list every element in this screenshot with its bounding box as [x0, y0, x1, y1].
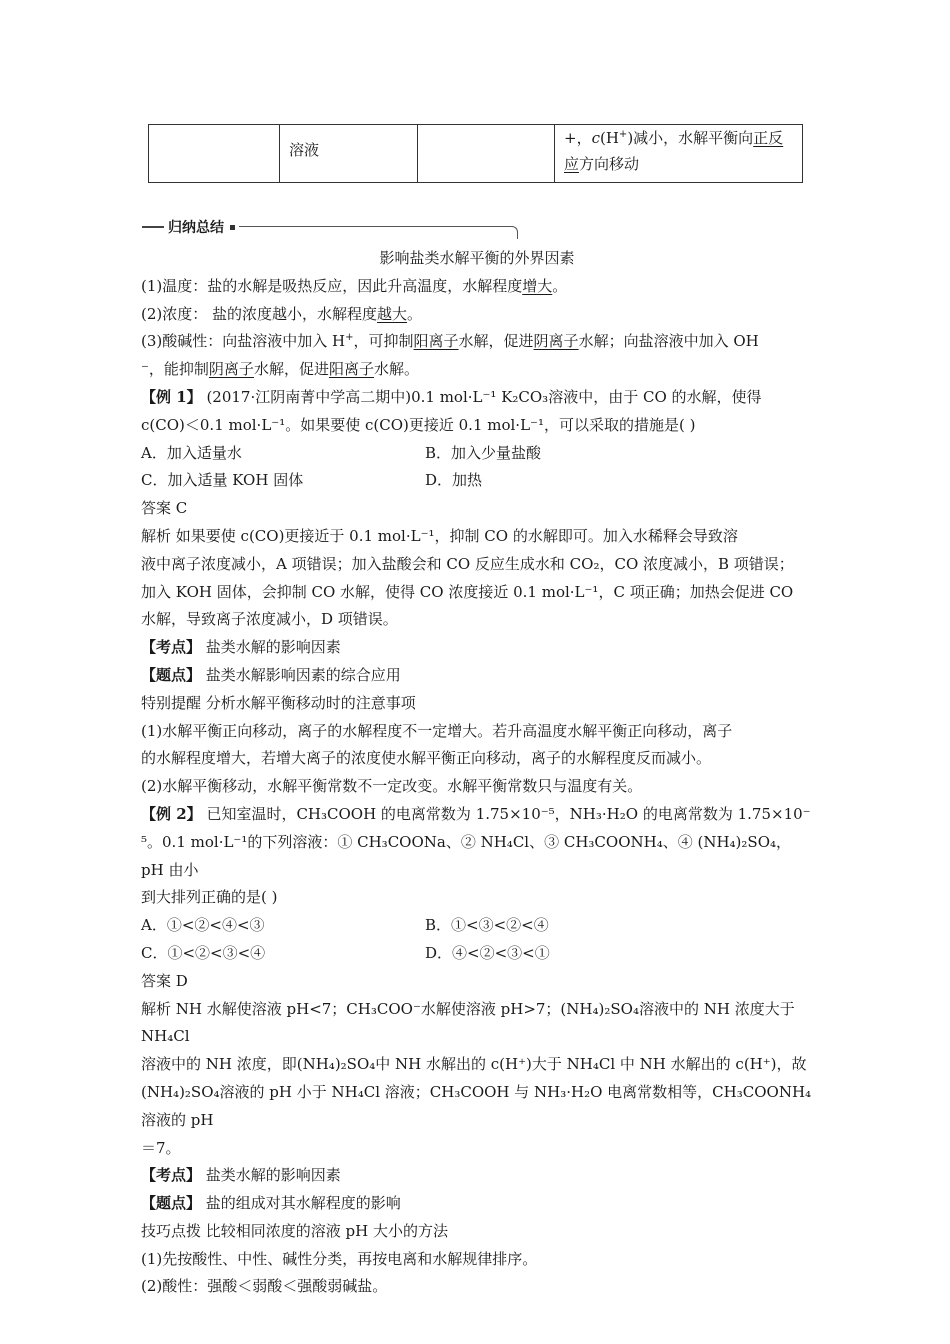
text: 盐的组成对其水解程度的影响 — [201, 1194, 401, 1213]
example2-options-row2 — [141, 940, 813, 968]
example-tag: 【例 1】 — [141, 387, 202, 406]
cell-text: (H — [599, 129, 619, 147]
tip2-title: 技巧点拨 比较相同浓度的溶液 pH 大小的方法 — [141, 1221, 448, 1240]
table-cell-solution — [280, 125, 418, 183]
factor-concentration — [141, 301, 813, 329]
table-cell-empty — [418, 125, 555, 183]
text: (3)酸碱性：向盐溶液中加入 H — [141, 332, 346, 351]
summary-box-header — [142, 216, 518, 236]
option-c: C．加入适量 KOH 固体 — [141, 471, 304, 490]
summary-box-label — [142, 217, 239, 237]
cell-text: 方向移动 — [579, 155, 640, 173]
example1-answer: 答案 C — [141, 499, 188, 518]
underlined-answer: 应 — [564, 155, 580, 173]
text: 水解，促进 — [458, 332, 534, 351]
kaodian-tag: 【考点】 — [141, 1166, 202, 1185]
dash-decoration — [142, 226, 164, 228]
factor-acidity — [141, 328, 813, 384]
text: 水解。 — [373, 360, 419, 379]
cell-text: + — [618, 129, 628, 140]
option-d: D．④<②<③<① — [425, 943, 550, 962]
option-b: B．加入少量盐酸 — [425, 443, 542, 462]
text: (2017·江阴南菁中学高二期中)0.1 mol·L⁻¹ K₂CO₃溶液中，由于 CO 的水解，使得 — [201, 387, 762, 406]
example2-answer: 答案 D — [141, 971, 188, 990]
table-cell-empty — [149, 125, 280, 183]
cell-text: 溶液 — [289, 141, 320, 159]
example2-options-row1 — [141, 912, 813, 940]
tip1-title: 特别提醒 分析水解平衡移动时的注意事项 — [141, 693, 416, 712]
text: 。 — [407, 304, 423, 323]
option-a: A．加入适量水 — [141, 443, 242, 462]
example-tag: 【例 2】 — [141, 804, 202, 823]
example1-analysis: 解析 如果要使 c(CO)更接近于 0.1 mol·L⁻¹，抑制 CO 的水解即可。加入水稀释会导致溶 — [141, 526, 738, 545]
text: 盐类水解的影响因素 — [201, 638, 341, 657]
example1-analysis: 水解，导致离子浓度减小，D 项错误。 — [141, 610, 398, 629]
text: ⁻，能抑制 — [141, 360, 209, 379]
factor-temperature — [141, 273, 813, 301]
table-row — [149, 125, 803, 183]
example1-tidian — [141, 662, 813, 690]
table-cell-effect — [555, 125, 803, 183]
cell-text: c — [591, 129, 600, 147]
underlined-answer: 阳离子 — [413, 332, 459, 351]
cell-text: +， — [564, 129, 592, 147]
square-bullet-icon — [230, 225, 235, 230]
example2-question-cont: 到大排列正确的是( ) — [141, 888, 278, 907]
text: + — [345, 332, 354, 344]
tip2-line: (1)先按酸性、中性、碱性分类，再按电离和水解规律排序。 — [141, 1249, 538, 1268]
example2-tidian — [141, 1190, 813, 1218]
example2-kaodian — [141, 1162, 813, 1190]
text: 已知室温时，CH₃COOH 的电离常数为 1.75×10⁻⁵，NH₃·H₂O 的电离常数为 1.75×10⁻ — [201, 804, 811, 823]
tidian-tag: 【题点】 — [141, 1194, 202, 1213]
underlined-answer: 阴离子 — [533, 332, 579, 351]
text: (2)浓度： 盐的浓度越小，水解程度 — [141, 304, 378, 323]
tip2-line: (2)酸性：强酸＜弱酸＜强酸弱碱盐。 — [141, 1277, 388, 1296]
example1-question — [141, 384, 813, 412]
example1-kaodian — [141, 634, 813, 662]
example1-analysis: 加入 KOH 固体，会抑制 CO 水解，使得 CO 浓度接近 0.1 mol·L⁻¹，C 项正确；加热会促进 CO — [141, 582, 794, 601]
text: 盐类水解影响因素的综合应用 — [201, 665, 401, 684]
example2-analysis: ＝7。 — [141, 1138, 181, 1157]
underlined-answer: 阴离子 — [208, 360, 254, 379]
underlined-answer: 阳离子 — [328, 360, 374, 379]
underlined-answer: 正反 — [753, 129, 784, 147]
kaodian-tag: 【考点】 — [141, 638, 202, 657]
text: 盐类水解的影响因素 — [201, 1166, 341, 1185]
example2-question — [141, 801, 813, 829]
example2-question-cont: ⁵。0.1 mol·L⁻¹的下列溶液：① CH₃COONa、② NH₄Cl、③ CH₃COONH₄、④ (NH₄)₂SO₄，pH 由小 — [141, 832, 792, 879]
tip1-line: (1)水解平衡正向移动，离子的水解程度不一定增大。若升高温度水解平衡正向移动，离子 — [141, 721, 733, 740]
option-d: D．加热 — [425, 471, 483, 490]
option-a: A．①<②<④<③ — [141, 916, 265, 935]
text: (1)温度：盐的水解是吸热反应，因此升高温度，水解程度 — [141, 276, 523, 295]
underlined-answer: 越大 — [377, 304, 408, 323]
example2-analysis: (NH₄)₂SO₄溶液的 pH 小于 NH₄Cl 溶液；CH₃COOH 与 NH₃·H₂O 电离常数相等，CH₃COONH₄溶液的 pH — [141, 1082, 812, 1129]
text: 水解；向盐溶液中加入 OH — [578, 332, 759, 351]
document-body — [141, 245, 813, 1301]
example1-question-cont: c(CO)＜0.1 mol·L⁻¹。如果要使 c(CO)更接近 0.1 mol·L⁻¹，可以采取的措施是( ) — [141, 415, 696, 434]
example2-analysis: 解析 NH 水解使溶液 pH<7；CH₃COO⁻水解使溶液 pH>7；(NH₄)₂SO₄溶液中的 NH 浓度大于 NH₄Cl — [141, 999, 795, 1046]
option-b: B．①<③<②<④ — [425, 916, 549, 935]
cell-text: )减小，水解平衡向 — [627, 129, 754, 147]
option-c: C．①<②<③<④ — [141, 943, 266, 962]
example1-options-row2 — [141, 467, 813, 495]
continued-table — [148, 124, 803, 183]
example1-analysis: 液中离子浓度减小，A 项错误；加入盐酸会和 CO 反应生成水和 CO₂，CO 浓度减小，B 项错误； — [141, 554, 794, 573]
tip1-line: (2)水解平衡移动，水解平衡常数不一定改变。水解平衡常数只与温度有关。 — [141, 777, 643, 796]
example1-options-row1 — [141, 440, 813, 468]
tip1-line: 的水解程度增大，若增大离子的浓度使水解平衡正向移动，离子的水解程度反而减小。 — [141, 749, 712, 768]
example2-analysis: 溶液中的 NH 浓度，即(NH₄)₂SO₄中 NH 水解出的 c(H⁺)大于 NH₄Cl 中 NH 水解出的 c(H⁺)，故 — [141, 1055, 807, 1074]
text: ，可抑制 — [353, 332, 414, 351]
text: 。 — [552, 276, 568, 295]
summary-box-title: 归纳总结 — [168, 220, 224, 236]
underlined-answer: 增大 — [522, 276, 553, 295]
tidian-tag: 【题点】 — [141, 665, 202, 684]
text: 水解，促进 — [253, 360, 329, 379]
section-heading: 影响盐类水解平衡的外界因素 — [379, 249, 575, 267]
